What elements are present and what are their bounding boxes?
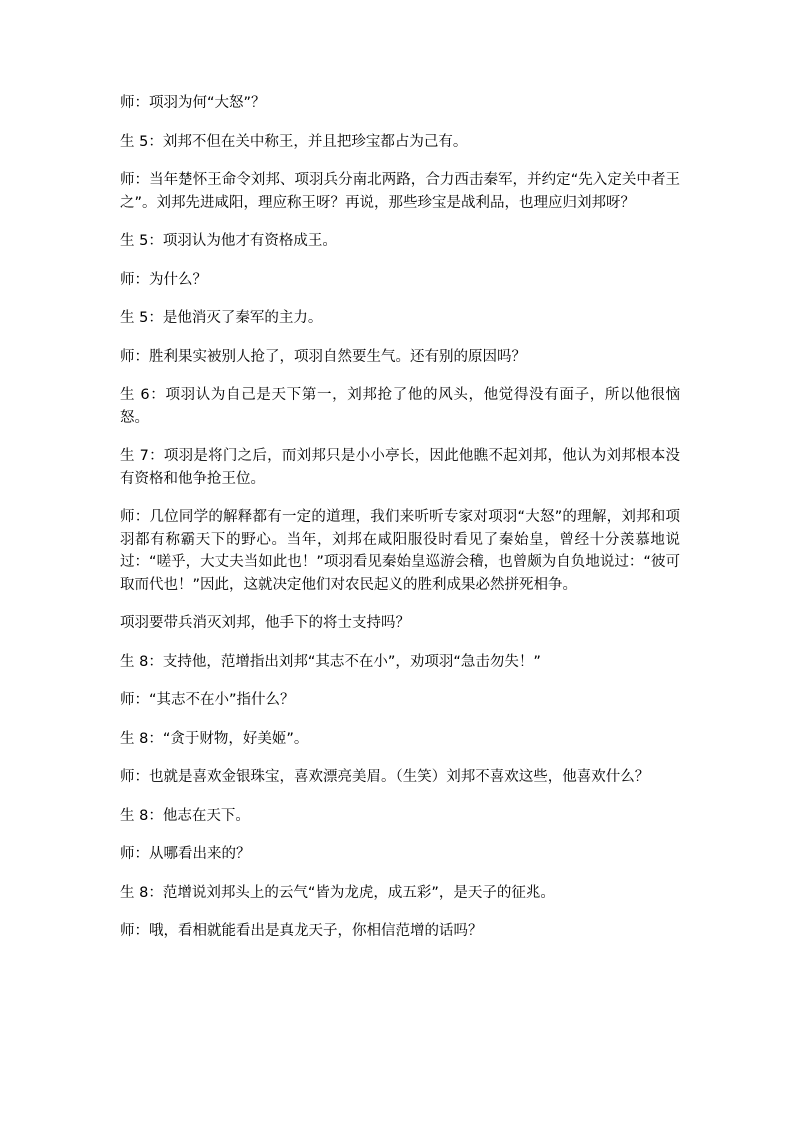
paragraph-19: 师：哦，看相就能看出是真龙天子，你相信范增的话吗？ [120,923,483,939]
paragraph-4: 生 5：项羽认为他才有资格成王。 [120,233,337,249]
paragraph-14: 生 8：“贪于财物，好美姬”。 [120,730,309,747]
paragraph-10: 师：几位同学的解释都有一定的道理，我们来听听专家对项羽“大怒”的理解，刘邦和项羽都有称霸天下的野心。当年，刘邦在咸阳服役时看见了秦始皇，曾经十分羡慕地说过：“嗟乎，大丈夫当如此也！”项羽看见秦始皇巡游会稽，也曾颇为自负地说过：“彼可取而代也！”因此，这就决定他们对农民起义的胜利成果必然拼死相争。 [120,509,680,593]
paragraph-6: 生 5：是他消灭了秦军的主力。 [120,310,323,326]
paragraph-16: 生 8：他志在天下。 [120,807,250,824]
paragraph-12: 生 8：支持他，范增指出刘邦“其志不在小”，劝项羽“急击勿失！” [120,653,541,670]
paragraph-8: 生 6：项羽认为自己是天下第一，刘邦抢了他的风头，他觉得没有面子，所以他很恼怒。 [120,387,680,426]
paragraph-7: 师：胜利果实被别人抢了，项羽自然要生气。还有别的原因吗？ [120,348,526,365]
paragraph-5: 师：为什么？ [120,271,207,288]
document-body [120,92,680,959]
paragraph-1: 师：项羽为何“大怒”？ [120,95,266,111]
paragraph-3: 师：当年楚怀王命令刘邦、项羽兵分南北两路，合力西击秦军，并约定“先入定关中者王之”。刘邦先进咸阳，理应称王呀？再说，那些珍宝是战利品，也理应归刘邦呀？ [120,172,680,211]
paragraph-17: 师：从哪看出来的？ [120,846,251,862]
paragraph-13: 师：“其志不在小”指什么？ [120,692,295,708]
paragraph-18: 生 8：范增说刘邦头上的云气“皆为龙虎，成五彩”，是天子的征兆。 [120,884,555,901]
paragraph-11: 项羽要带兵消灭刘邦，他手下的将士支持吗？ [120,615,410,631]
paragraph-2: 生 5：刘邦不但在关中称王，并且把珍宝都占为己有。 [120,133,468,150]
paragraph-15: 师：也就是喜欢金银珠宝，喜欢漂亮美眉。（生笑）刘邦不喜欢这些，他喜欢什么？ [120,769,650,785]
paragraph-9: 生 7：项羽是将门之后，而刘邦只是小小亭长，因此他瞧不起刘邦，他认为刘邦根本没有资格和他争抢王位。 [120,448,680,487]
